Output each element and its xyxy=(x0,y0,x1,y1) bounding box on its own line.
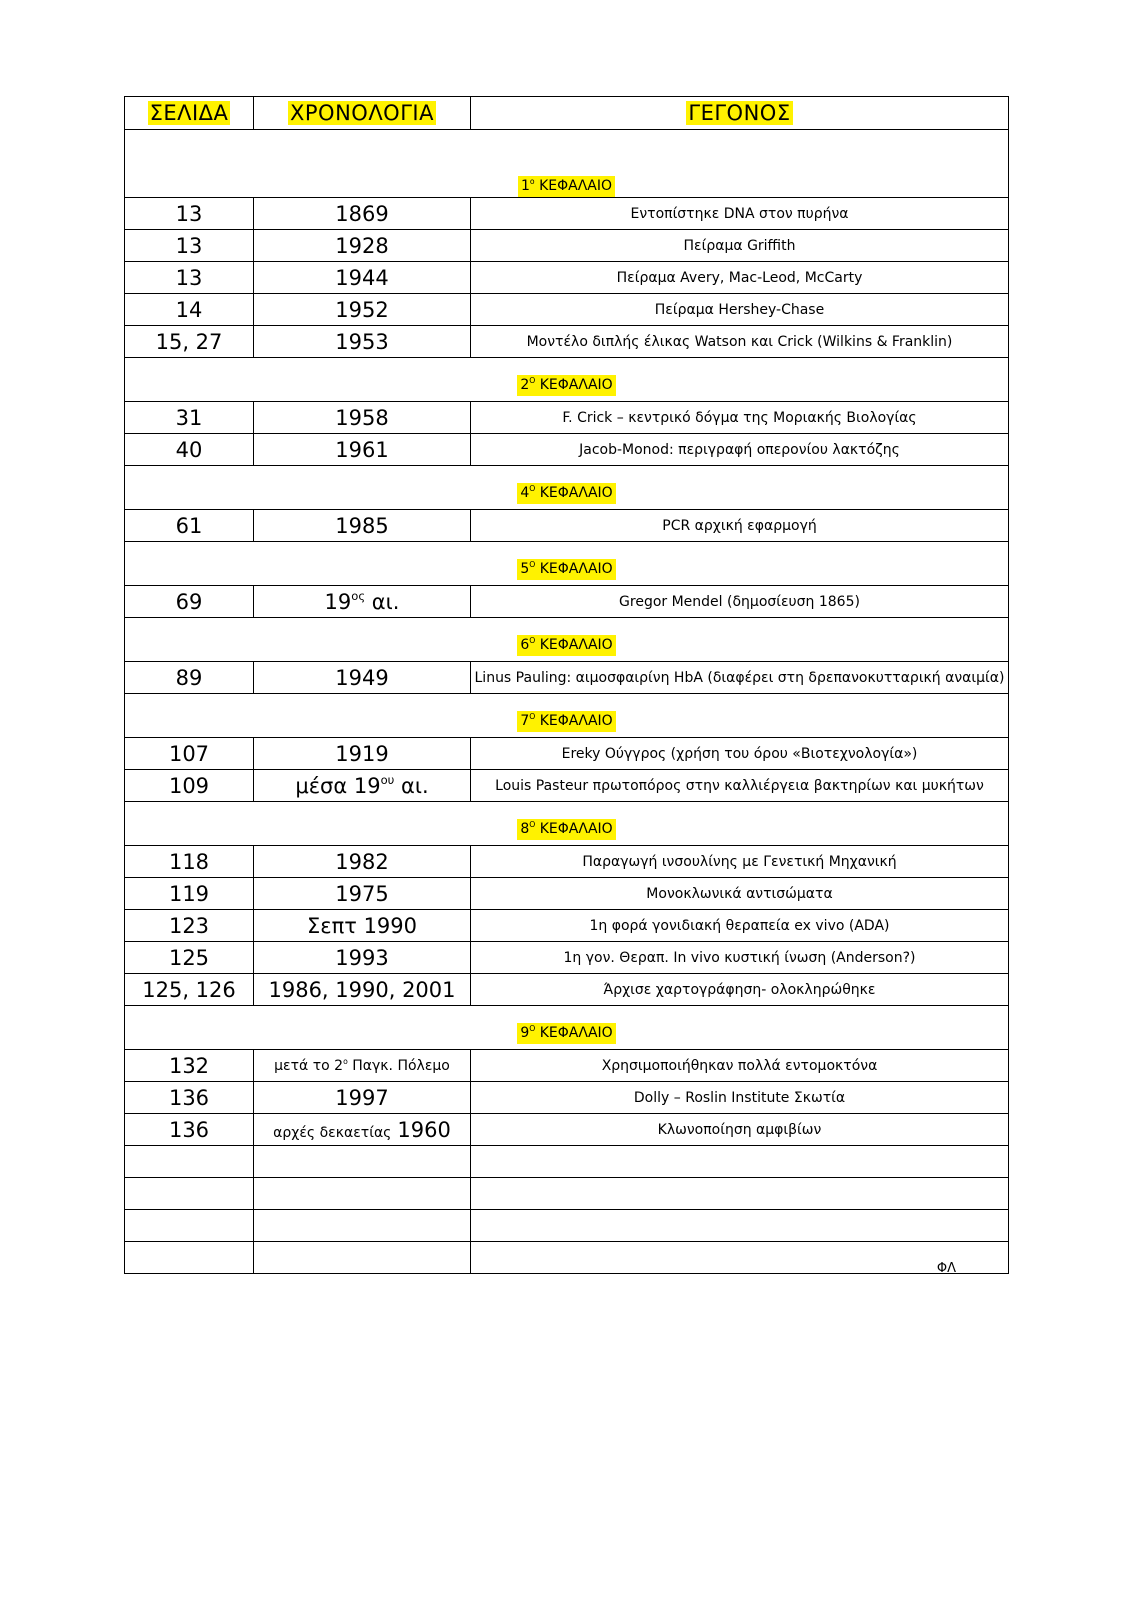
year-cell xyxy=(254,1114,471,1146)
chapter-number: 1 xyxy=(520,178,530,194)
year-cell xyxy=(254,770,471,802)
event-cell: Ereky Ούγγρος (χρήση του όρου «Βιοτεχνολογία») xyxy=(471,738,1009,770)
empty-cell xyxy=(254,1210,471,1242)
year-cell: 1986, 1990, 2001 xyxy=(254,974,471,1006)
event-cell: Πείραμα Griffith xyxy=(471,230,1009,262)
chapter-word: ΚΕΦΑΛΑΙΟ xyxy=(539,178,613,194)
year-cell: 1949 xyxy=(254,662,471,694)
table-row xyxy=(125,1082,1009,1114)
year-big: 1960 xyxy=(397,1117,451,1142)
chapter-word: ΚΕΦΑΛΑΙΟ xyxy=(539,1025,613,1041)
chapter-cell xyxy=(125,694,1009,738)
chapter-label xyxy=(517,1023,615,1044)
table-row xyxy=(125,434,1009,466)
empty-row xyxy=(125,1242,1009,1274)
chapter-number: 6 xyxy=(520,637,530,653)
page-cell: 107 xyxy=(125,738,254,770)
year-tail: αι. xyxy=(394,773,429,798)
empty-cell xyxy=(125,1242,254,1274)
year-cell: 1952 xyxy=(254,294,471,326)
header-year: ΧΡΟΝΟΛΟΓΙΑ xyxy=(290,101,434,125)
page-cell: 125 xyxy=(125,942,254,974)
event-cell: F. Crick – κεντρικό δόγμα της Μοριακής Βιολογίας xyxy=(471,402,1009,434)
event-cell: Πείραμα Hershey-Chase xyxy=(471,294,1009,326)
chapter-label xyxy=(517,819,615,840)
table-row xyxy=(125,662,1009,694)
table-row xyxy=(125,738,1009,770)
page-cell: 13 xyxy=(125,198,254,230)
signature: ΦΛ xyxy=(936,1261,956,1274)
empty-row xyxy=(125,1178,1009,1210)
year-text: αρχές δεκαετίας xyxy=(273,1124,392,1141)
table-row xyxy=(125,1050,1009,1082)
chapter-cell xyxy=(125,802,1009,846)
year-cell xyxy=(254,1050,471,1082)
chapter-row xyxy=(125,802,1009,846)
chapter-ordinal: Ο xyxy=(529,711,536,721)
page-cell: 89 xyxy=(125,662,254,694)
empty-cell xyxy=(125,1210,254,1242)
chapter-ordinal: Ο xyxy=(529,1023,536,1033)
chapter-word: ΚΕΦΑΛΑΙΟ xyxy=(539,713,613,729)
event-cell: Jacob-Monod: περιγραφή οπερονίου λακτόζης xyxy=(471,434,1009,466)
chapter-ordinal: ο xyxy=(529,176,535,186)
page-cell: 31 xyxy=(125,402,254,434)
event-cell: PCR αρχική εφαρμογή xyxy=(471,510,1009,542)
empty-cell xyxy=(471,1210,1009,1242)
empty-cell xyxy=(125,1178,254,1210)
chapter-ordinal: Ο xyxy=(529,819,536,829)
year-cell: 1919 xyxy=(254,738,471,770)
page-cell: 13 xyxy=(125,262,254,294)
chapter-number: 8 xyxy=(520,821,530,837)
year-cell: 1953 xyxy=(254,326,471,358)
year-main: μέσα 19 xyxy=(295,773,381,798)
page-cell: 123 xyxy=(125,910,254,942)
table-header-row xyxy=(125,97,1009,130)
table-row xyxy=(125,586,1009,618)
year-ordinal: ου xyxy=(380,772,395,787)
event-cell: Louis Pasteur πρωτοπόρος στην καλλιέργεια βακτηρίων και μυκήτων xyxy=(471,770,1009,802)
year-cell xyxy=(254,586,471,618)
year-main: 19 xyxy=(324,589,352,614)
year-cell: 1944 xyxy=(254,262,471,294)
page-cell: 13 xyxy=(125,230,254,262)
chapter-row xyxy=(125,130,1009,198)
year-cell: 1958 xyxy=(254,402,471,434)
page-cell: 132 xyxy=(125,1050,254,1082)
table-row xyxy=(125,230,1009,262)
event-cell: Dolly – Roslin Institute Σκωτία xyxy=(471,1082,1009,1114)
table-row xyxy=(125,770,1009,802)
year-cell: 1993 xyxy=(254,942,471,974)
chapter-word: ΚΕΦΑΛΑΙΟ xyxy=(539,485,613,501)
event-cell: Χρησιμοποιήθηκαν πολλά εντομοκτόνα xyxy=(471,1050,1009,1082)
chapter-label xyxy=(518,176,615,197)
table-row xyxy=(125,942,1009,974)
event-cell: 1η γον. Θεραπ. In vivo κυστική ίνωση (Anderson?) xyxy=(471,942,1009,974)
chapter-cell xyxy=(125,358,1009,402)
chapter-label xyxy=(517,375,615,396)
chapter-cell xyxy=(125,1006,1009,1050)
event-cell: Κλωνοποίηση αμφιβίων xyxy=(471,1114,1009,1146)
year-cell: Σεπτ 1990 xyxy=(254,910,471,942)
page-cell: 136 xyxy=(125,1114,254,1146)
year-text: μετά το 2 xyxy=(274,1057,344,1074)
chapter-row xyxy=(125,694,1009,738)
event-cell: Παραγωγή ινσουλίνης με Γενετική Μηχανική xyxy=(471,846,1009,878)
chapter-row xyxy=(125,466,1009,510)
page-cell: 15, 27 xyxy=(125,326,254,358)
empty-cell xyxy=(471,1178,1009,1210)
chapter-ordinal: Ο xyxy=(529,559,536,569)
chapter-ordinal: Ο xyxy=(529,483,536,493)
chapter-ordinal: Ο xyxy=(529,375,536,385)
year-tail: Παγκ. Πόλεμο xyxy=(347,1057,450,1074)
chapter-word: ΚΕΦΑΛΑΙΟ xyxy=(539,377,613,393)
event-cell: Πείραμα Avery, Mac-Leod, McCarty xyxy=(471,262,1009,294)
page-cell: 136 xyxy=(125,1082,254,1114)
table-row xyxy=(125,510,1009,542)
header-page-cell xyxy=(125,97,254,130)
chapter-label xyxy=(517,559,615,580)
chapter-number: 9 xyxy=(520,1025,530,1041)
table-row xyxy=(125,910,1009,942)
event-cell: Άρχισε χαρτογράφηση- ολοκληρώθηκε xyxy=(471,974,1009,1006)
page-cell: 119 xyxy=(125,878,254,910)
chronology-table xyxy=(124,96,1009,1274)
page-cell: 61 xyxy=(125,510,254,542)
year-ordinal: ο xyxy=(343,1056,348,1066)
header-event-cell xyxy=(471,97,1009,130)
table-row xyxy=(125,326,1009,358)
page-cell: 118 xyxy=(125,846,254,878)
chapter-cell xyxy=(125,542,1009,586)
chapter-word: ΚΕΦΑΛΑΙΟ xyxy=(539,637,613,653)
table-row xyxy=(125,262,1009,294)
chapter-word: ΚΕΦΑΛΑΙΟ xyxy=(539,821,613,837)
event-cell: Linus Pauling: αιμοσφαιρίνη HbA (διαφέρει στη δρεπανοκυτταρική αναιμία) xyxy=(471,662,1009,694)
page-cell: 69 xyxy=(125,586,254,618)
table-row xyxy=(125,402,1009,434)
year-cell: 1975 xyxy=(254,878,471,910)
empty-cell xyxy=(254,1146,471,1178)
chapter-number: 4 xyxy=(520,485,530,501)
event-cell: 1η φορά γονιδιακή θεραπεία ex vivo (ADA) xyxy=(471,910,1009,942)
empty-row xyxy=(125,1146,1009,1178)
event-cell: Μοντέλο διπλής έλικας Watson και Crick (Wilkins & Franklin) xyxy=(471,326,1009,358)
empty-cell xyxy=(471,1242,1009,1274)
chapter-cell xyxy=(125,130,1009,198)
page-cell: 14 xyxy=(125,294,254,326)
year-cell: 1961 xyxy=(254,434,471,466)
chapter-label xyxy=(517,635,615,656)
page-cell: 125, 126 xyxy=(125,974,254,1006)
page-cell: 40 xyxy=(125,434,254,466)
year-cell: 1985 xyxy=(254,510,471,542)
chapter-cell xyxy=(125,466,1009,510)
year-cell: 1869 xyxy=(254,198,471,230)
table-row xyxy=(125,198,1009,230)
chapter-row xyxy=(125,358,1009,402)
chapter-row xyxy=(125,542,1009,586)
table-row xyxy=(125,846,1009,878)
year-cell: 1928 xyxy=(254,230,471,262)
chapter-number: 2 xyxy=(520,377,530,393)
event-cell: Μονοκλωνικά αντισώματα xyxy=(471,878,1009,910)
header-event: ΓΕΓΟΝΟΣ xyxy=(688,101,791,125)
chapter-ordinal: Ο xyxy=(529,635,536,645)
year-tail: αι. xyxy=(365,589,400,614)
event-cell: Εντοπίστηκε DNA στον πυρήνα xyxy=(471,198,1009,230)
event-cell: Gregor Mendel (δημοσίευση 1865) xyxy=(471,586,1009,618)
empty-cell xyxy=(125,1146,254,1178)
chapter-label xyxy=(517,711,615,732)
year-cell: 1982 xyxy=(254,846,471,878)
chapter-number: 5 xyxy=(520,561,530,577)
page-cell: 109 xyxy=(125,770,254,802)
chapter-word: ΚΕΦΑΛΑΙΟ xyxy=(539,561,613,577)
empty-cell xyxy=(471,1146,1009,1178)
table-row xyxy=(125,294,1009,326)
empty-cell xyxy=(254,1178,471,1210)
year-ordinal: ος xyxy=(351,588,366,603)
chapter-number: 7 xyxy=(520,713,530,729)
chapter-row xyxy=(125,1006,1009,1050)
header-page: ΣΕΛΙΔΑ xyxy=(149,101,229,125)
chapter-label xyxy=(517,483,615,504)
chapter-row xyxy=(125,618,1009,662)
empty-row xyxy=(125,1210,1009,1242)
table-row xyxy=(125,878,1009,910)
year-cell: 1997 xyxy=(254,1082,471,1114)
table-row xyxy=(125,1114,1009,1146)
header-year-cell xyxy=(254,97,471,130)
table-row xyxy=(125,974,1009,1006)
chapter-cell xyxy=(125,618,1009,662)
empty-cell xyxy=(254,1242,471,1274)
